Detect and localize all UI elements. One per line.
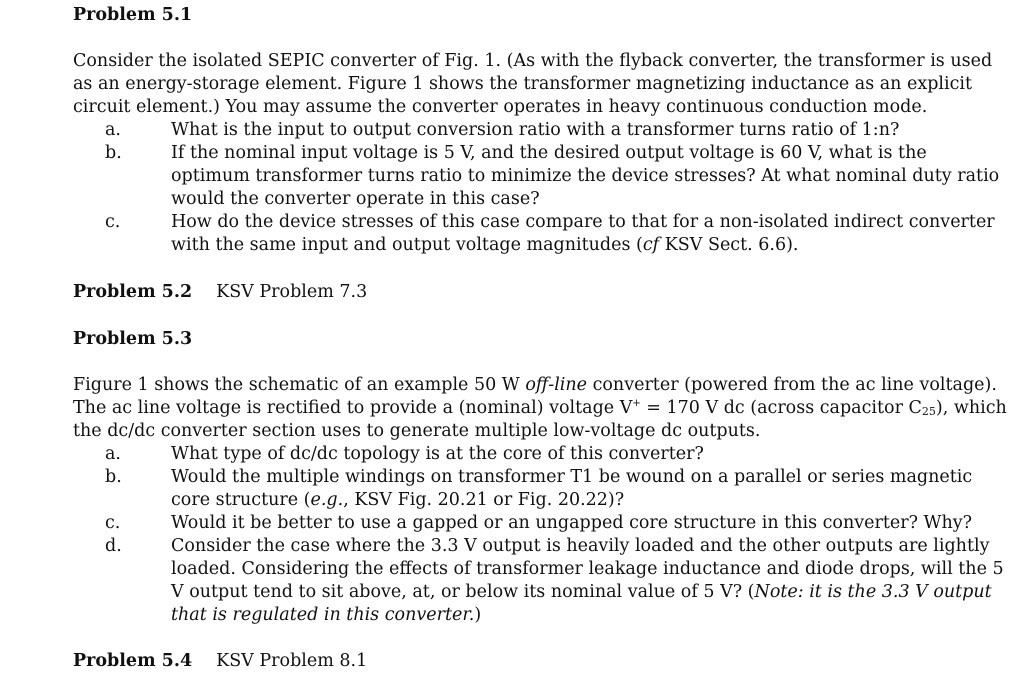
item-italic-run: cf bbox=[642, 235, 660, 255]
problem-reference: KSV Problem 8.1 bbox=[216, 651, 368, 671]
problem-heading-label: Problem 5.3 bbox=[73, 329, 193, 349]
intro-text-run: Figure 1 shows the schematic of an example 50 W bbox=[73, 375, 526, 395]
item-line: What is the input to output conversion ratio with a transformer turns ratio of 1:n? bbox=[171, 120, 900, 140]
problem-5-3-item-a bbox=[171, 443, 931, 466]
item-text-run: V output tend to sit above, at, or below its nominal value of 5 V? ( bbox=[171, 582, 755, 602]
item-line: would the converter operate in this case? bbox=[171, 189, 540, 209]
problem-5-1-item-b bbox=[171, 142, 1000, 211]
problem-5-1-heading bbox=[73, 4, 192, 27]
item-label: c. bbox=[105, 513, 121, 533]
item-line: optimum transformer turns ratio to minimize the device stresses? At what nominal duty ratio bbox=[171, 166, 1000, 186]
intro-italic-run: off-line bbox=[525, 375, 588, 395]
item-italic-run: that is regulated in this converter. bbox=[171, 605, 475, 625]
item-label: d. bbox=[105, 536, 122, 556]
problem-5-1-item-a bbox=[171, 119, 931, 142]
item-label: a. bbox=[105, 444, 121, 464]
item-italic-run: e.g. bbox=[310, 490, 344, 510]
item-italic-run: Note: it is the 3.3 V output bbox=[754, 582, 992, 602]
intro-text-run: converter (powered from the ac line voltage). bbox=[587, 375, 997, 395]
intro-line bbox=[73, 397, 1007, 420]
item-text-run: with the same input and output voltage magnitudes ( bbox=[171, 235, 643, 255]
intro-line: as an energy-storage element. Figure 1 shows the transformer magnetizing inductance as an explicit bbox=[73, 74, 973, 94]
item-label: c. bbox=[105, 212, 121, 232]
intro-line: Consider the isolated SEPIC converter of Fig. 1. (As with the flyback converter, the transformer is used bbox=[73, 51, 993, 71]
problem-5-3-heading bbox=[73, 328, 192, 351]
problem-5-2-heading bbox=[73, 281, 367, 304]
intro-line bbox=[73, 374, 997, 397]
item-line: Would it be better to use a gapped or an ungapped core structure in this converter? Why? bbox=[171, 513, 973, 533]
item-text-run: KSV Sect. 6.6). bbox=[659, 235, 799, 255]
problem-5-1-intro bbox=[73, 50, 993, 119]
item-text-run: core structure ( bbox=[171, 490, 311, 510]
problem-5-3-item-c bbox=[171, 512, 973, 535]
intro-line: the dc/dc converter section uses to generate multiple low-voltage dc outputs. bbox=[73, 421, 761, 441]
item-label: b. bbox=[105, 467, 122, 487]
problem-5-4-heading bbox=[73, 650, 367, 673]
item-line: If the nominal input voltage is 5 V, and the desired output voltage is 60 V, what is the bbox=[171, 143, 927, 163]
problem-5-3-intro bbox=[73, 374, 1007, 443]
intro-text-run: = 170 V dc (across capacitor C bbox=[640, 398, 922, 418]
superscript-plus: + bbox=[632, 398, 641, 409]
problem-5-1-item-c bbox=[171, 211, 995, 257]
problem-heading-label: Problem 5.2 bbox=[73, 282, 193, 302]
item-line: What type of dc/dc topology is at the core of this converter? bbox=[171, 444, 704, 464]
item-line: How do the device stresses of this case compare to that for a non-isolated indirect converter bbox=[171, 212, 995, 232]
item-label: a. bbox=[105, 120, 121, 140]
intro-text-run: The ac line voltage is rectified to provide a (nominal) voltage V bbox=[73, 398, 633, 418]
problem-heading-label: Problem 5.4 bbox=[73, 651, 193, 671]
item-line bbox=[171, 489, 931, 512]
problem-reference: KSV Problem 7.3 bbox=[216, 282, 368, 302]
problem-5-3-item-d bbox=[171, 535, 1004, 627]
item-label: b. bbox=[105, 143, 122, 163]
item-line: Consider the case where the 3.3 V output is heavily loaded and the other outputs are lightly bbox=[171, 536, 990, 556]
item-line: loaded. Considering the effects of transformer leakage inductance and diode drops, will the 5 bbox=[171, 559, 1004, 579]
item-text-run: ) bbox=[474, 605, 482, 625]
problem-heading-label: Problem 5.1 bbox=[73, 5, 193, 25]
item-line: Would the multiple windings on transformer T1 be wound on a parallel or series magnetic bbox=[171, 467, 973, 487]
item-text-run: , KSV Fig. 20.21 or Fig. 20.22)? bbox=[343, 490, 625, 510]
intro-line: circuit element.) You may assume the converter operates in heavy continuous conduction mode. bbox=[73, 97, 928, 117]
problem-5-3-item-b bbox=[171, 466, 973, 512]
item-line bbox=[171, 234, 931, 257]
item-line bbox=[171, 604, 931, 627]
intro-text-run: ), which bbox=[935, 398, 1007, 418]
subscript-25: 25 bbox=[921, 405, 936, 418]
item-line bbox=[171, 581, 992, 604]
